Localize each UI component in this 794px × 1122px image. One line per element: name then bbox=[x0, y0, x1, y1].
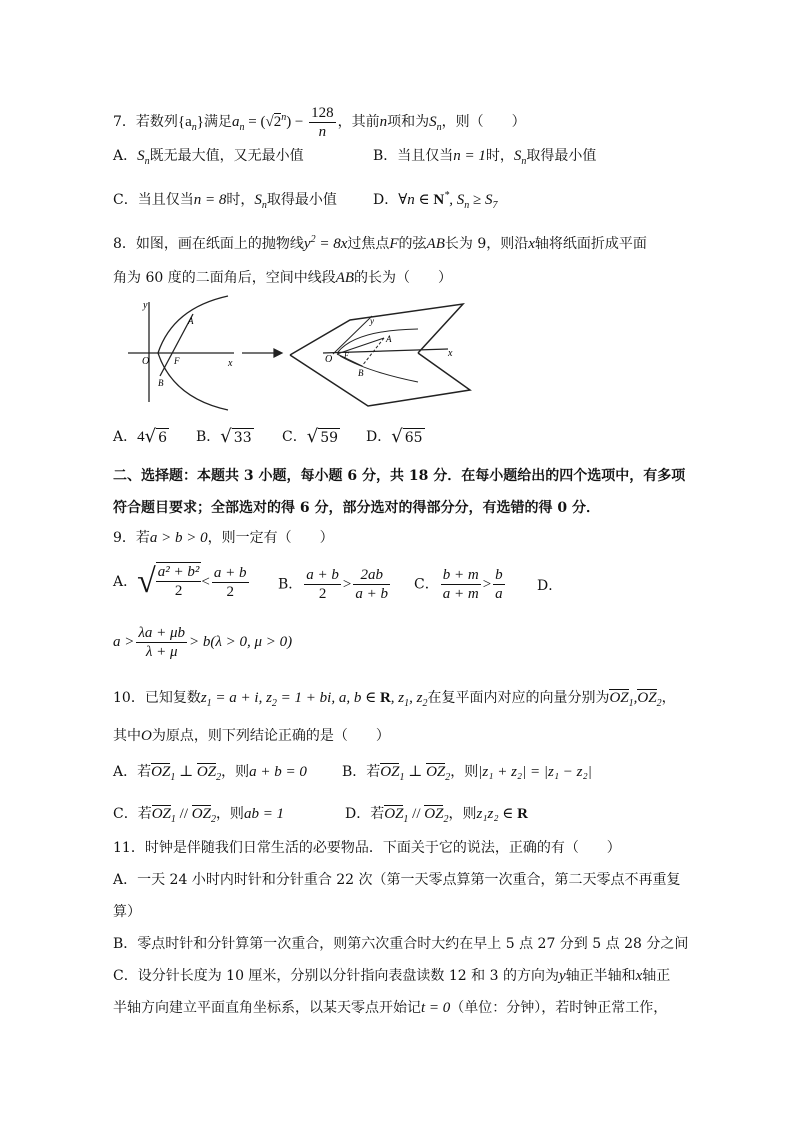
q7-b-text: 当且仅当 bbox=[397, 148, 454, 164]
q9-option-a[interactable] bbox=[113, 562, 251, 602]
q7-text: 满足 bbox=[203, 113, 232, 130]
q7-formula: $a_n = (√2^n)$ − $\frac{128}{n}$ bbox=[231, 105, 334, 140]
q8-a-sqrt: √ 6 bbox=[144, 425, 168, 447]
q8-stem-line2 bbox=[113, 268, 452, 288]
q9-b-gt: > bbox=[342, 576, 352, 593]
q9-b-frac1: $\frac{a + b}{2}$ bbox=[306, 567, 339, 602]
q9-d-rest: > b(λ > 0, μ > 0) bbox=[189, 633, 293, 650]
option-label: A． bbox=[113, 574, 138, 590]
q10-d-cond: $OZ_1 // OZ_2$ bbox=[384, 806, 449, 825]
fig2-a-label: A bbox=[386, 334, 392, 344]
q11-option-a-line1[interactable]: A．一天 24 小时内时针和分针重合 22 次（第一天零点算第一次重合，第二天零点不再重复 bbox=[113, 872, 681, 888]
q10-stem-line1 bbox=[113, 688, 676, 708]
arrow-icon bbox=[242, 349, 282, 357]
lower-chord bbox=[337, 354, 362, 366]
q10-option-d[interactable] bbox=[345, 804, 528, 824]
q10-d-math: z₁z₂ ∈ R bbox=[476, 806, 529, 822]
q8-text: 过焦点 bbox=[347, 236, 390, 252]
option-label: C．若 bbox=[113, 806, 152, 822]
q9-option-c[interactable] bbox=[414, 566, 507, 603]
q7-text: ，其前 bbox=[337, 113, 380, 130]
section-2-heading: 二、选择题：本题共 3 小题，每小题 6 分，共 18 分．在每小题给出的四个选项中，有多项 bbox=[113, 468, 686, 484]
q10-text: ， bbox=[661, 690, 676, 706]
q9-option-d[interactable] bbox=[113, 624, 292, 661]
q10-option-c[interactable] bbox=[113, 804, 284, 824]
q11-c-text: 半轴方向建立平面直角坐标系，以某天零点开始记 bbox=[113, 1000, 421, 1016]
fig2-o-label: O bbox=[325, 354, 333, 365]
q9-a-frac: $\frac{a + b}{2}$ bbox=[213, 564, 247, 600]
q8-a-coef: 4 bbox=[137, 429, 145, 445]
q7-number: 7． bbox=[113, 113, 136, 130]
option-label: C． bbox=[414, 576, 439, 593]
q9-c-frac2: $\frac{b}{a}$ bbox=[495, 567, 503, 602]
q7-c-math: n = 8 bbox=[193, 192, 227, 208]
q9-option-b[interactable] bbox=[278, 566, 392, 603]
q8-figure bbox=[118, 294, 478, 412]
q10-origin: O bbox=[141, 728, 152, 744]
q8-x: x bbox=[528, 236, 535, 252]
q8-option-b[interactable] bbox=[196, 427, 254, 447]
fig2-x-label: x bbox=[448, 348, 453, 359]
q8-text: 如图，画在纸面上的抛物线 bbox=[135, 236, 304, 252]
q7-c-text: 时， bbox=[226, 192, 255, 208]
fig-f-label: F bbox=[174, 356, 180, 366]
q7-sequence: $\{a_n\}$ bbox=[177, 113, 204, 133]
q7-c-text: 当且仅当 bbox=[137, 192, 194, 208]
q8-option-c[interactable] bbox=[282, 427, 340, 447]
q8-text: 的弦 bbox=[398, 236, 427, 252]
q8-d-sqrt: √ 65 bbox=[391, 425, 423, 447]
q8-chord: AB bbox=[426, 236, 445, 252]
q9-a-lt: < bbox=[201, 574, 210, 590]
q8-text: 角为 60 度的二面角后，空间中线段 bbox=[113, 270, 336, 286]
q7-b-text: 取得最小值 bbox=[526, 148, 597, 164]
q10-b-math: |z₁ + z₂| = |z₁ − z₂| bbox=[478, 764, 592, 780]
option-label: D．若 bbox=[345, 806, 385, 822]
q8-text: 的长为（ ） bbox=[354, 270, 453, 286]
option-label: D． bbox=[537, 578, 563, 594]
q7-n: n bbox=[379, 113, 388, 130]
q9-a-sqrt: √ $\frac{\text{a² + b²}}{2}$ bbox=[137, 563, 200, 600]
option-label: D． bbox=[366, 429, 392, 445]
q8-c-sqrt: √ 59 bbox=[306, 425, 339, 447]
q11-c-text: C．设分针长度为 10 厘米，分别以分针指向表盘读数 12 和 3 的方向为 bbox=[113, 968, 559, 984]
lower-parabola bbox=[340, 356, 418, 382]
q8-b-sqrt: √ 33 bbox=[220, 425, 252, 447]
q8-focus: F bbox=[389, 236, 399, 252]
option-label: A．若 bbox=[113, 764, 152, 780]
fig-b-label: B bbox=[158, 378, 164, 388]
q10-text: 在复平面内对应的向量分别为 bbox=[427, 690, 610, 706]
q9-condition: a > b > 0 bbox=[149, 530, 208, 546]
q9-number: 9．若 bbox=[113, 530, 150, 546]
q10-c-cond: $OZ_1 // OZ_2$ bbox=[151, 806, 216, 825]
q8-option-a[interactable] bbox=[113, 427, 169, 447]
q8-number: 8． bbox=[113, 236, 136, 252]
option-label: B． bbox=[373, 148, 398, 164]
q9-c-gt: > bbox=[482, 576, 492, 593]
q10-b-text: ，则 bbox=[450, 764, 479, 780]
q10-b-cond: $OZ_1$ ⊥ $OZ_2$ bbox=[380, 764, 451, 783]
option-label: D． bbox=[373, 192, 399, 208]
option-label: C． bbox=[282, 429, 307, 445]
q11-option-a-line2: 算） bbox=[113, 904, 141, 920]
q10-a-math: a + b = 0 bbox=[249, 764, 307, 780]
q7-a-text: 既无最大值，又无最小值 bbox=[149, 148, 304, 164]
option-label: B． bbox=[196, 429, 221, 445]
q10-z-def: $z_1 = a + i$, $z_2 = 1$ + bi, a, b ∈ R, $z_1$, $z_2$ bbox=[200, 690, 428, 709]
q7-c-sum: $S_n$ bbox=[254, 192, 267, 211]
parabola-diagram bbox=[128, 296, 234, 410]
q9-b-frac2: $\frac{2ab}{a + b}$ bbox=[355, 567, 389, 602]
q8-ab: AB bbox=[335, 270, 355, 286]
q9-c-frac1: $\frac{b + m}{a + m}$ bbox=[442, 567, 479, 602]
q9-d-frac: $\frac{\lambda a + \mu b}{\lambda + \mu}$ bbox=[138, 625, 186, 660]
fig2-b-label: B bbox=[358, 368, 364, 378]
q10-d-text: ，则 bbox=[448, 806, 477, 822]
q10-number: 10．已知复数 bbox=[113, 690, 201, 706]
q8-parabola: $y^2 = 8x$ bbox=[303, 234, 348, 252]
q10-text: 其中 bbox=[113, 728, 141, 744]
q10-vectors: $OZ_1,OZ_2$ bbox=[609, 690, 662, 709]
q7-d-math: ∀n ∈ N*, $S_n \ge S_7$ bbox=[398, 190, 498, 211]
q7-sum: $S_n$ bbox=[429, 113, 442, 133]
q11-stem: 11．时钟是伴随我们日常生活的必要物品．下面关于它的说法，正确的有（ ） bbox=[113, 840, 621, 856]
folded-plane-diagram bbox=[290, 304, 470, 406]
q10-text: 为原点，则下列结论正确的是（ ） bbox=[151, 728, 390, 744]
q9-d-a: a > bbox=[113, 633, 135, 650]
q11-c-x: x bbox=[635, 968, 643, 984]
option-label: B． bbox=[278, 576, 303, 593]
q7-b-sum: $S_n$ bbox=[513, 148, 527, 167]
fig-a-label: A bbox=[188, 316, 194, 326]
option-label: B．若 bbox=[342, 764, 381, 780]
fig-y-label: y bbox=[143, 300, 148, 311]
q10-c-text: ，则 bbox=[215, 806, 244, 822]
q7-text: ，则（ ） bbox=[441, 113, 526, 130]
q7-b-math: n = 1 bbox=[453, 148, 486, 164]
fig-o-label: O bbox=[142, 356, 150, 367]
section-2-instructions: 符合题目要求；全部选对的得 6 分，部分选对的得部分分，有选错的得 0 分． bbox=[113, 500, 600, 516]
q7-stem bbox=[113, 104, 526, 141]
q8-stem-line1 bbox=[113, 234, 647, 254]
q11-c-text: 轴正半轴和 bbox=[565, 968, 636, 984]
q10-a-cond: $OZ_1$ ⊥ $OZ_2$ bbox=[151, 764, 222, 783]
q9-stem bbox=[113, 528, 334, 548]
q7-text: 若数列 bbox=[135, 113, 178, 130]
q10-a-text: ，则 bbox=[221, 764, 250, 780]
q11-c-text: 轴正 bbox=[642, 968, 671, 984]
q11-c-y: y bbox=[558, 968, 566, 984]
q11-c-math: t = 0 bbox=[421, 1000, 451, 1016]
q7-text: 项和为 bbox=[387, 113, 430, 130]
fig2-f-label: F bbox=[344, 351, 349, 360]
q8-text: 长为 9，则沿 bbox=[444, 236, 529, 252]
q7-a-math: $S_n$ bbox=[137, 148, 150, 167]
option-label: A． bbox=[113, 148, 138, 164]
q10-option-b[interactable] bbox=[342, 762, 592, 782]
q7-option-a[interactable] bbox=[113, 146, 304, 166]
q11-option-c-line1[interactable] bbox=[113, 966, 670, 986]
lower-plane bbox=[290, 353, 470, 406]
q10-c-math: ab = 1 bbox=[243, 806, 285, 822]
q8-option-d[interactable] bbox=[366, 427, 425, 447]
option-label: C． bbox=[113, 192, 138, 208]
q10-option-a[interactable] bbox=[113, 762, 307, 782]
fig-x-label: x bbox=[228, 358, 233, 369]
q11-option-c-line2 bbox=[113, 998, 667, 1018]
q7-c-text: 取得最小值 bbox=[266, 192, 337, 208]
q7-option-b[interactable] bbox=[373, 146, 596, 166]
q11-option-b[interactable]: B．零点时针和分针算第一次重合，则第六次重合时大约在早上 5 点 27 分到 5 点 28 分之间 bbox=[113, 936, 689, 952]
q8-text: 轴将纸面折成平面 bbox=[534, 236, 647, 252]
q7-b-text: 时， bbox=[485, 148, 514, 164]
q9-option-d-label[interactable] bbox=[537, 576, 562, 596]
fig2-y-label: y bbox=[370, 316, 374, 326]
option-label: A． bbox=[113, 429, 138, 445]
q9-text: ，则一定有（ ） bbox=[207, 530, 334, 546]
q10-stem-line2 bbox=[113, 726, 390, 746]
q7-option-d[interactable] bbox=[373, 190, 497, 210]
q11-c-text: （单位：分钟），若时钟正常工作， bbox=[450, 1000, 668, 1016]
q7-option-c[interactable] bbox=[113, 190, 337, 210]
